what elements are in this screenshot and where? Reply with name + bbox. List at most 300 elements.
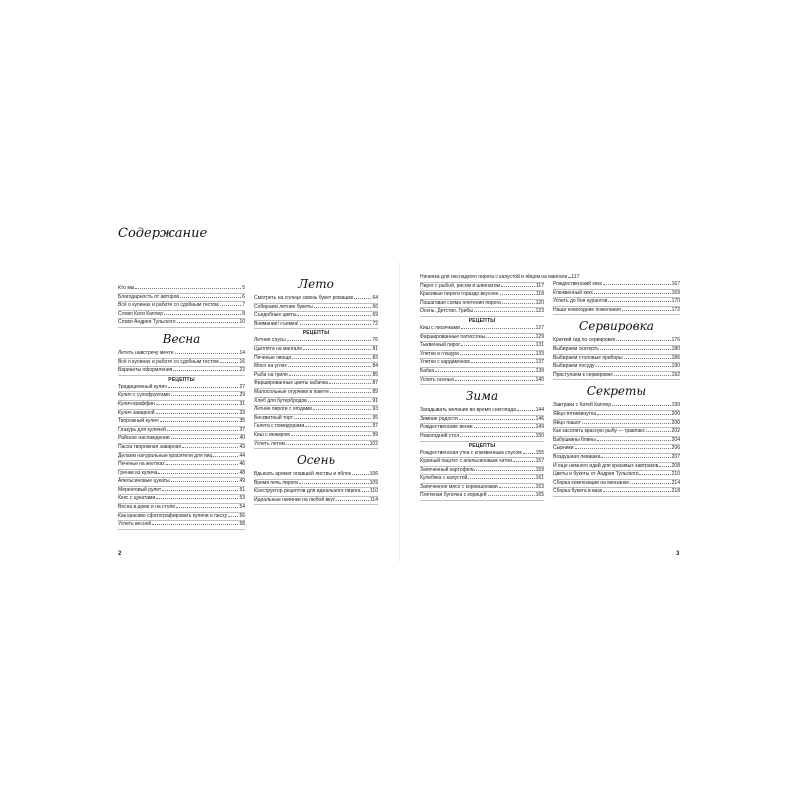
toc-entry-page: 146 [535, 415, 544, 422]
toc-entry [553, 428, 680, 437]
toc-entry [553, 281, 680, 290]
toc-entry-page: 89 [372, 388, 378, 395]
toc-entry-title: Загадывать желание во время снегопада [420, 407, 516, 414]
toc-entry-title: Внимание! съемка! [254, 320, 299, 327]
toc-entry-page: 176 [671, 337, 680, 344]
toc-entry-page: 66 [372, 303, 378, 310]
toc-entry-title: Куриный паштет с апельсиновым чатни [420, 458, 513, 465]
leader-dots [171, 481, 239, 482]
toc-entry [553, 411, 680, 420]
leader-dots [500, 294, 535, 295]
toc-entry-title: Бабка [420, 367, 435, 374]
toc-entry-page: 199 [671, 402, 680, 409]
toc-entry-title: Малосольные огурчики в пакете [254, 388, 329, 395]
toc-entry [420, 325, 544, 334]
toc-entry-page: 99 [372, 431, 378, 438]
leader-dots [639, 474, 670, 475]
leader-dots [499, 487, 535, 488]
toc-entry-page: 144 [535, 407, 544, 414]
toc-entry [420, 308, 544, 317]
toc-entry-page: 37 [239, 426, 245, 433]
leader-dots [305, 426, 371, 427]
toc-entry-title: Летние пироги с ягодами [254, 406, 312, 413]
toc-entry [254, 497, 378, 506]
leader-dots [624, 358, 671, 359]
toc-entry [118, 478, 245, 487]
leader-dots [352, 474, 369, 475]
toc-entry [553, 402, 680, 411]
recipes-subheading: РЕЦЕПТЫ [468, 317, 496, 324]
leader-dots [330, 392, 372, 393]
leader-dots [601, 457, 670, 458]
leader-dots [659, 466, 670, 467]
leader-dots [329, 383, 372, 384]
leader-dots [523, 453, 535, 454]
leader-dots [459, 419, 535, 420]
toc-entry [420, 458, 544, 467]
toc-entry-page: 14 [239, 349, 245, 356]
toc-entry-page: 48 [239, 469, 245, 476]
leader-dots [220, 362, 239, 363]
toc-entry-page: 49 [239, 478, 245, 485]
toc-entry-page: 76 [372, 337, 378, 344]
leader-dots [608, 301, 670, 302]
toc-entry-page: 186 [671, 354, 680, 361]
section-title: Сервировка [579, 319, 654, 334]
toc-entry [118, 453, 245, 462]
toc-entry-page: 110 [370, 488, 378, 495]
leader-dots [291, 435, 372, 436]
toc-entry-title: Вдыхать аромат опавшей листвы и яблок [254, 471, 351, 478]
toc-entry [420, 300, 544, 309]
leader-dots [289, 375, 372, 376]
leader-dots [600, 349, 671, 350]
toc-entry-title: Всё о кулинах и работе со сдобным тестом [118, 302, 219, 309]
toc-entry-title: Киш с лисичками [420, 324, 460, 331]
toc-entry-title: Пасха творожная заварная [118, 443, 182, 450]
leader-dots [474, 427, 535, 428]
leader-dots [300, 324, 372, 325]
toc-entry-title: Делаем натуральные красители для яиц [118, 452, 213, 459]
toc-entry [420, 377, 544, 386]
toc-entry [553, 307, 680, 316]
toc-entry [254, 337, 378, 346]
toc-entry-title: Клюквенный кекс [553, 289, 594, 296]
toc-entry [553, 445, 680, 454]
toc-entry-title: Красивые пироги гораздо вкуснее [420, 291, 499, 298]
leader-dots [486, 337, 535, 338]
recipes-subheading: РЕЦЕПТЫ [168, 376, 195, 383]
toc-entry [118, 410, 245, 419]
toc-entry [254, 372, 378, 381]
recipes-subheading: РЕЦЕПТЫ [468, 442, 496, 449]
toc-entry-page: 155 [535, 449, 544, 456]
section-title: Весна [162, 331, 201, 346]
toc-entry-page: 218 [671, 488, 680, 495]
leader-dots [474, 311, 535, 312]
toc-entry-page: 159 [535, 466, 544, 473]
toc-entry [420, 351, 544, 360]
toc-entry [118, 302, 245, 311]
toc-entry [254, 346, 378, 355]
toc-entry [254, 355, 378, 364]
toc-entry-title: Всё о кулинах и работе со сдобным тестом [118, 358, 219, 365]
leader-dots [313, 409, 372, 410]
toc-entry [254, 423, 378, 432]
toc-entry-page: 210 [671, 471, 680, 478]
toc-entry [118, 444, 245, 453]
leader-dots [646, 431, 671, 432]
toc-entry-title: Выбираем скатерть [553, 345, 599, 352]
toc-entry-page: 133 [535, 350, 544, 357]
toc-entry-title: Сборка композиции на мензанке [553, 479, 630, 486]
section-title: Осень [296, 453, 336, 468]
toc-entry [118, 418, 245, 427]
toc-entry-page: 127 [535, 324, 544, 331]
leader-dots [597, 440, 671, 441]
leader-dots [616, 340, 670, 341]
leader-dots [135, 288, 241, 289]
leader-dots [294, 418, 371, 419]
toc-entry [420, 368, 544, 377]
leader-dots [292, 358, 371, 359]
toc-entry [118, 521, 245, 530]
toc-entry [420, 291, 544, 300]
toc-entry [553, 363, 680, 372]
leader-dots [460, 436, 535, 437]
leader-dots [336, 500, 369, 501]
leader-dots [158, 473, 238, 474]
leader-dots [488, 495, 535, 496]
toc-entry [420, 467, 544, 476]
toc-entry [254, 398, 378, 407]
leader-dots [460, 354, 535, 355]
toc-entry-page: 169 [671, 289, 680, 296]
toc-entry-title: Апельсиновые цукаты [118, 478, 170, 485]
toc-entry-title: Рождественские венки [420, 424, 473, 431]
toc-entry [118, 359, 245, 368]
toc-entry-title: Благодарность от авторов [118, 293, 180, 300]
toc-entry-page: 140 [535, 376, 544, 383]
leader-dots [603, 491, 670, 492]
toc-entry [553, 346, 680, 355]
toc-entry [118, 285, 245, 294]
toc-entry-page: 150 [535, 432, 544, 439]
leader-dots [308, 401, 372, 402]
leader-dots [614, 375, 671, 376]
toc-entry [553, 337, 680, 346]
toc-entry-title: Выбираем посуду [553, 363, 595, 370]
toc-entry-title: Запеченное мясо с корнишонами [420, 483, 498, 490]
leader-dots [156, 404, 239, 405]
toc-entry [553, 372, 680, 381]
toc-entry-title: Пошаговая схема плетения пирога [420, 299, 501, 306]
toc-entry-title: Галета с помидорами [254, 423, 305, 430]
toc-entry [254, 304, 378, 313]
toc-entry-title: Успеть осенью [420, 376, 455, 383]
toc-entry-title: Кулич-краффин [118, 400, 155, 407]
toc-entry [553, 355, 680, 364]
toc-entry [254, 312, 378, 321]
leader-dots [575, 448, 671, 449]
leader-dots [597, 414, 671, 415]
toc-entry [420, 342, 544, 351]
toc-entry-title: Кулич с сухофруктами [118, 392, 170, 399]
leader-dots [568, 277, 570, 278]
toc-entry [254, 415, 378, 424]
toc-entry-page: 53 [239, 495, 245, 502]
page-gutter [399, 262, 400, 562]
toc-entry-page: 8 [242, 310, 245, 317]
toc-entry-title: Смотреть на солнце сквозь букет ромашек [254, 295, 354, 301]
toc-entry-title: Завтраки с Катей Каплер [553, 402, 612, 409]
toc-entry-page: 180 [671, 345, 680, 352]
toc-entry-page: 10 [239, 319, 245, 326]
leader-dots [167, 430, 238, 431]
toc-entry-page: 165 [535, 492, 544, 499]
toc-entry-title: Тыквенный пирог [420, 342, 461, 349]
toc-entry [254, 406, 378, 415]
leader-dots [502, 303, 535, 304]
toc-entry-title: Цветы и букеты от Андрея Тульского [553, 471, 639, 478]
toc-entry-page: 91 [372, 397, 378, 404]
toc-entry-page: 81 [372, 345, 378, 352]
toc-entry [553, 298, 680, 307]
toc-entry-page: 16 [239, 358, 245, 365]
section-title: Лето [298, 277, 334, 291]
leader-dots [471, 362, 535, 363]
toc-entry-title: Яйцо пашот [553, 419, 581, 426]
toc-entry-title: Рождественский кекс [553, 281, 603, 287]
leader-dots [288, 366, 372, 367]
toc-entry [420, 334, 544, 343]
toc-entry-title: Яйцо-пятиминутка [553, 410, 597, 417]
toc-entry-page: 33 [239, 409, 245, 416]
toc-entry [254, 441, 378, 450]
leader-dots [152, 524, 238, 525]
toc-entry-page: 7 [242, 302, 245, 309]
contents-heading: Содержание [118, 226, 208, 241]
leader-dots [622, 310, 671, 311]
toc-entry [553, 437, 680, 446]
toc-entry [420, 433, 544, 442]
toc-entry [553, 454, 680, 463]
toc-entry-title: Начинка для несладкого пирога с капустой и яйцом на мангале [420, 274, 568, 280]
page-number-right: 3 [676, 551, 680, 557]
toc-entry-page: 54 [239, 504, 245, 511]
toc-entry-page: 204 [671, 436, 680, 443]
toc-entry-page: 202 [671, 428, 680, 435]
leader-dots [435, 371, 535, 372]
toc-entry-page: 106 [369, 471, 378, 478]
toc-entry-page: 200 [671, 410, 680, 417]
toc-entry [118, 435, 245, 444]
toc-entry [118, 470, 245, 479]
toc-entry-page: 27 [239, 383, 245, 390]
toc-entry [118, 350, 245, 359]
toc-entry-page: 64 [372, 295, 378, 301]
toc-entry [553, 290, 680, 299]
toc-entry [254, 432, 378, 441]
toc-entry-title: Новогодний стол [420, 432, 460, 439]
toc-entry [553, 488, 680, 497]
leader-dots [594, 293, 670, 294]
leader-dots [513, 461, 535, 462]
toc-entry-page: 69 [372, 312, 378, 319]
leader-dots [160, 421, 239, 422]
toc-entry-title: Киш с инжиром [254, 431, 290, 438]
toc-entry-page: 117 [536, 282, 544, 289]
toc-entry-title: Кекс с цукатами [118, 495, 156, 502]
toc-entry-page: 44 [239, 452, 245, 459]
toc-entry-title: Краткий гид по сервировке [553, 337, 616, 344]
toc-column-4 [553, 281, 680, 497]
toc-entry-title: Конструктор рецептов для идеального пирога [254, 488, 361, 495]
toc-entry [118, 319, 245, 328]
leader-dots [354, 298, 371, 299]
section-title: Секреты [586, 384, 647, 399]
toc-entry-page: 192 [671, 371, 680, 378]
toc-entry [553, 471, 680, 480]
toc-entry [420, 407, 544, 416]
toc-entry-page: 190 [671, 363, 680, 370]
toc-entry-page: 214 [671, 479, 680, 486]
toc-entry-title: Фаршированные патиссоны [420, 333, 486, 340]
toc-entry [254, 480, 378, 489]
toc-entry-page: 84 [372, 363, 378, 370]
toc-entry-page: 6 [242, 293, 245, 300]
toc-entry-page: 117 [571, 274, 580, 280]
toc-entry-title: Традиционный кулич [118, 383, 167, 390]
toc-entry [254, 363, 378, 372]
leader-dots [213, 456, 238, 457]
toc-entry-page: 137 [535, 359, 544, 366]
toc-entry-title: Бабушкины блины [553, 436, 596, 443]
toc-entry-page: 206 [671, 445, 680, 452]
toc-entry [420, 492, 544, 501]
leader-dots [182, 447, 238, 448]
toc-entry-page: 200 [671, 419, 680, 426]
toc-entry [118, 311, 245, 320]
toc-entry-title: Собираем летние букеты [254, 303, 313, 310]
toc-entry-title: Как засолить красную рыбу — гравлакс [553, 428, 645, 435]
toc-entry-title: Лететь навстречу мечте [118, 349, 174, 356]
leader-dots [171, 438, 239, 439]
toc-entry [420, 424, 544, 433]
toc-entry-title: Варианты оформления [118, 367, 173, 374]
toc-entry-title: Идеальные начинки на любой вкус [254, 496, 336, 503]
toc-entry-page: 5 [242, 285, 245, 291]
toc-entry-title: Гренки из кулича [118, 469, 158, 476]
leader-dots [177, 322, 239, 323]
toc-entry-page: 93 [372, 406, 378, 413]
toc-column-2 [254, 273, 378, 505]
toc-entry [118, 504, 245, 513]
toc-entry-title: Успеть весной [118, 521, 152, 528]
toc-entry [118, 513, 245, 522]
toc-entry-title: Рыба на гриле [254, 371, 288, 378]
toc-entry-title: Творожный кулич [118, 418, 159, 425]
toc-entry-page: 123 [535, 308, 544, 315]
leader-dots [171, 395, 238, 396]
toc-entry [420, 450, 544, 459]
toc-entry [553, 480, 680, 489]
toc-entry [420, 283, 544, 292]
toc-entry [118, 367, 245, 376]
toc-entry-title: Улитки с кардамоном [420, 359, 470, 366]
leader-dots [468, 478, 534, 479]
leader-dots [180, 297, 241, 298]
leader-dots [156, 413, 239, 414]
toc-entry [118, 487, 245, 496]
toc-entry-page: 46 [239, 461, 245, 468]
leader-dots [517, 410, 535, 411]
toc-entry-title: Сборка букета в вазе [553, 488, 603, 495]
toc-entry-title: Райское наслаждение [118, 435, 170, 442]
leader-dots [596, 366, 671, 367]
toc-entry-title: Пирог с рыбой, рисом и шпинатом [420, 282, 500, 289]
toc-entry-page: 131 [535, 342, 544, 349]
toc-entry [420, 416, 544, 425]
toc-entry-title: Выбираем столовые приборы [553, 354, 623, 361]
toc-entry-title: Успеть летом [254, 440, 285, 447]
toc-entry [254, 471, 378, 480]
toc-entry [254, 380, 378, 389]
toc-entry-page: 83 [372, 354, 378, 361]
toc-entry-title: Рождественская утка с клюквенным соусом [420, 449, 522, 456]
toc-entry [254, 321, 378, 330]
toc-entry-title: Весна в доме и на столе [118, 504, 176, 511]
toc-entry-title: Приступаем к сервировке [553, 371, 613, 378]
toc-entry [118, 495, 245, 504]
toc-entry-page: 51 [239, 486, 245, 493]
toc-entry-title: Съедобные цветы [254, 312, 297, 319]
leader-dots [162, 490, 238, 491]
toc-entry-page: 170 [671, 298, 680, 305]
toc-entry-page: 161 [535, 475, 544, 482]
toc-entry-title: Сырники [553, 445, 574, 452]
toc-entry-title: Осень. Детство. Грибы [420, 308, 473, 315]
leader-dots [173, 370, 238, 371]
toc-entry-title: Слово Андрея Тульского [118, 319, 176, 326]
toc-entry [420, 359, 544, 368]
toc-entry-page: 58 [239, 521, 245, 528]
toc-entry-page: 43 [239, 443, 245, 450]
leader-dots [303, 349, 371, 350]
toc-entry-page: 56 [239, 512, 245, 519]
toc-entry-page: 207 [671, 453, 680, 460]
toc-entry-page: 139 [535, 367, 544, 374]
leader-dots [176, 507, 238, 508]
toc-entry-title: Как красиво сфотографировать куличи и пасху [118, 512, 228, 519]
leader-dots [168, 387, 239, 388]
toc-entry-title: Успеть до боя курантов [553, 298, 608, 305]
toc-entry-title: Кто мы [118, 285, 135, 291]
leader-dots [287, 340, 372, 341]
toc-entry [254, 488, 378, 497]
toc-entry-title: Летние соусы [254, 337, 286, 344]
toc-entry-title: Меренговый рулет [118, 486, 162, 493]
toc-entry-title: Цыплята на мангале [254, 345, 303, 352]
toc-entry [118, 461, 245, 470]
toc-entry-page: 72 [372, 320, 378, 327]
leader-dots [286, 444, 369, 445]
toc-entry [254, 295, 378, 304]
leader-dots [455, 380, 535, 381]
leader-dots [164, 314, 241, 315]
toc-entry-page: 149 [535, 424, 544, 431]
toc-entry-title: Бисквитный торт [254, 414, 294, 421]
